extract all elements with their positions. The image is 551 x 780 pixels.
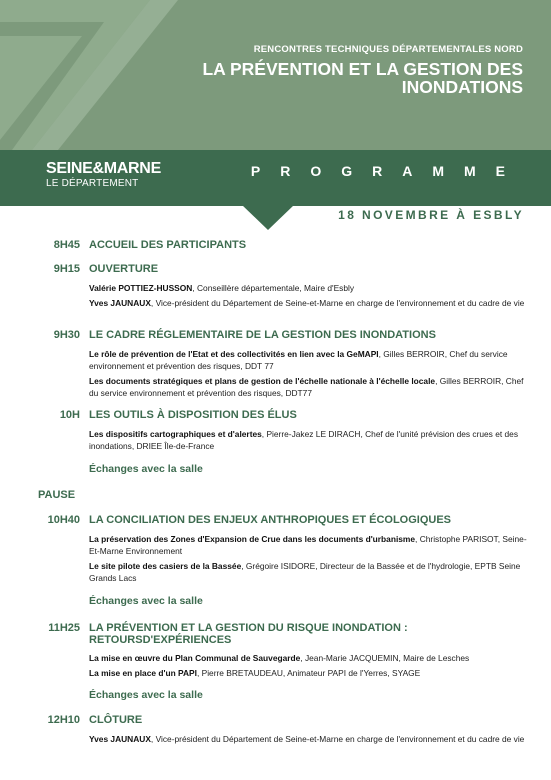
- session-time: 9H15: [53, 263, 80, 275]
- exchange-label: Échanges avec la salle: [89, 689, 203, 701]
- talk-detail: , Gilles BERROIR, Chef du service environnement et prévention des risques, DDT 77: [89, 349, 508, 371]
- talk-title: Le rôle de prévention de l'Etat et des collectivités en lien avec la GeMAPI: [89, 349, 379, 359]
- talk-title: La mise en place d'un PAPI: [89, 668, 197, 678]
- talk-detail: , Grégoire ISIDORE, Directeur de la Bassée et de l'hydrologie, EPTB Seine Grands Lacs: [89, 561, 521, 583]
- session-time: 8H45: [53, 239, 80, 251]
- session-time: 10H40: [47, 514, 80, 526]
- speaker-entry: [89, 297, 529, 309]
- speaker-bold: Yves JAUNAUX: [89, 734, 151, 744]
- talk-title: La préservation des Zones d'Expansion de Crue dans les documents d'urbanisme: [89, 534, 416, 544]
- talk-entry: [89, 375, 529, 399]
- talk-detail: , Jean-Marie JACQUEMIN, Maire de Lesches: [300, 653, 470, 663]
- talk-title: Le site pilote des casiers de la Bassée: [89, 561, 242, 571]
- event-subtitle: RENCONTRES TECHNIQUES DÉPARTEMENTALES NORD: [253, 44, 523, 55]
- session-time: 10H: [59, 409, 80, 421]
- talk-title: Les dispositifs cartographiques et d'alertes: [89, 429, 262, 439]
- talk-entry: [89, 652, 529, 664]
- programme-label: PROGRAMME: [250, 163, 525, 179]
- talk-detail: , Pierre-Jakez LE DIRACH, Chef de l'unité prévision des crues et des inondations, DRIEE Île-de-France: [89, 429, 519, 451]
- talk-entry: [89, 348, 529, 372]
- session-time: 11H25: [48, 622, 80, 634]
- talk-title: Les documents stratégiques et plans de gestion de l'échelle nationale à l'échelle locale: [89, 376, 436, 386]
- talk-entry: [89, 428, 529, 452]
- logo-subtitle: LE DÉPARTEMENT: [46, 178, 139, 189]
- session-title: OUVERTURE: [89, 263, 159, 275]
- talk-detail: , Christophe PARISOT, Seine-Et-Marne Environnement: [89, 534, 527, 556]
- pause-label: PAUSE: [38, 489, 76, 501]
- exchange-label: Échanges avec la salle: [89, 595, 203, 607]
- session-title: LES OUTILS À DISPOSITION DES ÉLUS: [89, 409, 297, 421]
- session-time: 9H30: [53, 329, 80, 341]
- speaker-bold: Yves JAUNAUX: [89, 298, 151, 308]
- talk-entry: [89, 667, 529, 679]
- session-title: ACCUEIL DES PARTICIPANTS: [89, 239, 247, 251]
- speaker-bold: Valérie POTTIEZ-HUSSON: [89, 283, 193, 293]
- session-time: 12H10: [47, 714, 80, 726]
- talk-title: La mise en œuvre du Plan Communal de Sauvegarde: [89, 653, 301, 663]
- exchange-label: Échanges avec la salle: [89, 463, 203, 475]
- talk-detail: , Gilles BERROIR, Chef du service environnement et prévention des risques, DDT77: [89, 376, 524, 398]
- session-title: LA PRÉVENTION ET LA GESTION DU RISQUE INONDATION : RETOURSD'EXPÉRIENCES: [89, 622, 408, 646]
- speaker-entry: [89, 282, 529, 294]
- session-title: CLÔTURE: [89, 714, 143, 726]
- speaker-detail: , Conseillère départementale, Maire d'Esbly: [192, 283, 355, 293]
- session-title: LA CONCILIATION DES ENJEUX ANTHROPIQUES ET ÉCOLOGIQUES: [89, 514, 452, 526]
- speaker-entry: [89, 733, 529, 745]
- talk-detail: , Pierre BRETAUDEAU, Animateur PAPI de l'Yerres, SYAGE: [196, 668, 421, 678]
- speaker-detail: , Vice-président du Département de Seine-et-Marne en charge de l'environnement et du cadre de vie: [150, 734, 525, 744]
- talk-entry: [89, 560, 529, 584]
- event-date: 18 NOVEMBRE À ESBLY: [338, 208, 524, 222]
- logo: SEINE&MARNE: [46, 160, 161, 177]
- speaker-detail: , Vice-président du Département de Seine-et-Marne en charge de l'environnement et du cadre de vie: [150, 298, 525, 308]
- band-notch: [242, 205, 294, 230]
- talk-entry: [89, 533, 529, 557]
- event-title: LA PRÉVENTION ET LA GESTION DES INONDATIONS: [202, 59, 523, 97]
- session-title: LE CADRE RÉGLEMENTAIRE DE LA GESTION DES INONDATIONS: [89, 329, 436, 341]
